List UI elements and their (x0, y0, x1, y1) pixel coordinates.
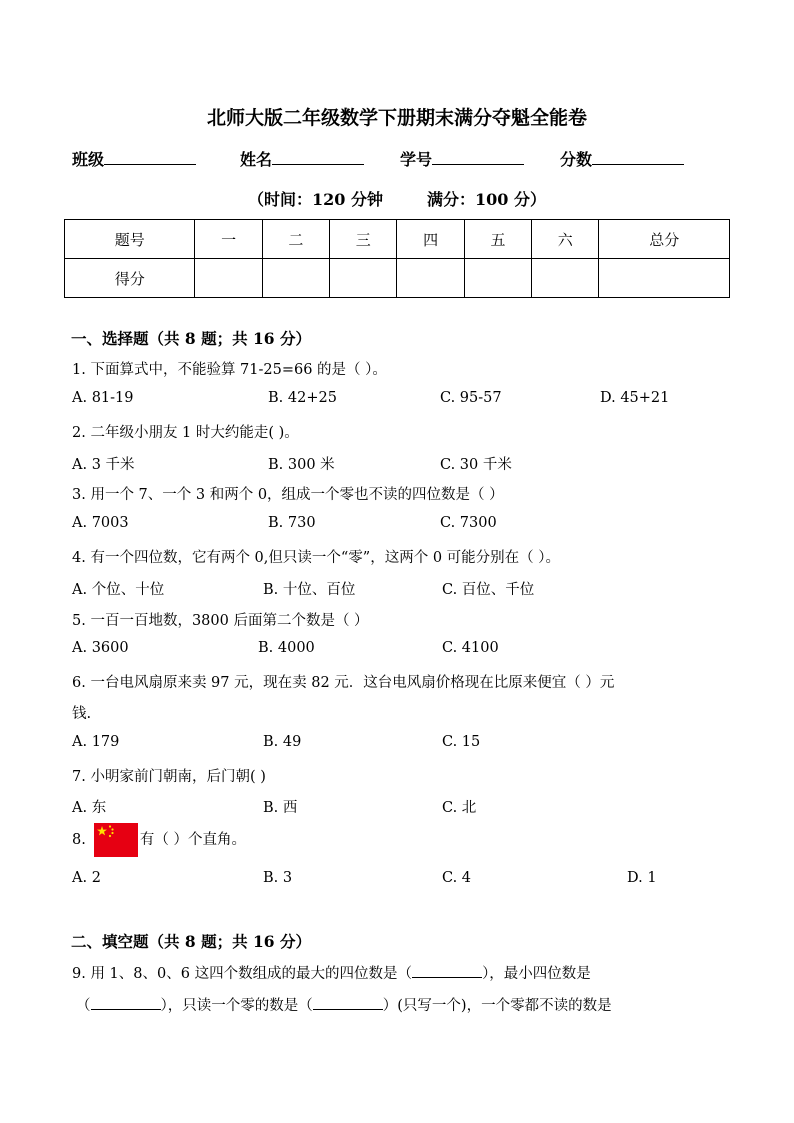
q8-option-b[interactable]: B. 3 (263, 870, 293, 886)
score-table-header-row (65, 220, 730, 259)
score-table-score-row (65, 259, 730, 298)
score-row-label: 得分 (65, 259, 195, 298)
question-1: 1. 下面算式中，不能验算 71-25=66 的是（ ）。 (72, 362, 387, 378)
question-8-text: 有（ ）个直角。 (139, 832, 246, 848)
score-cell[interactable] (195, 259, 262, 298)
q9-text: ）(只写一个)，一个零都不读的数是 (382, 998, 612, 1014)
score-cell[interactable] (464, 259, 531, 298)
full-score: 满分：100 分） (427, 190, 546, 209)
time-limit: （时间：120 分钟 (248, 190, 383, 209)
score-table (64, 219, 730, 298)
q2-option-a[interactable]: A. 3 千米 (72, 457, 135, 473)
q5-option-c[interactable]: C. 4100 (442, 640, 499, 656)
score-table-header-cell: 题号 (65, 220, 195, 259)
q3-option-a[interactable]: A. 7003 (72, 515, 129, 531)
chinese-flag-icon (94, 823, 138, 857)
q4-option-b[interactable]: B. 十位、百位 (263, 582, 356, 598)
question-9-continued (76, 994, 612, 1015)
score-table-header-cell: 总分 (599, 220, 730, 259)
question-8-number: 8. (72, 832, 86, 848)
score-cell[interactable] (262, 259, 329, 298)
student-id-blank[interactable] (432, 147, 524, 165)
q9-text: 9. 用 1、8、0、6 这四个数组成的最大的四位数是（ (72, 966, 413, 982)
q9-text: ），最小四位数是 (482, 966, 591, 982)
score-cell[interactable] (330, 259, 397, 298)
question-4: 4. 有一个四位数，它有两个 0,但只读一个“零”，这两个 0 可能分别在（ ）。 (72, 550, 561, 566)
q6-option-c[interactable]: C. 15 (442, 734, 481, 750)
score-label: 分数 (560, 150, 593, 169)
q6-option-b[interactable]: B. 49 (263, 734, 302, 750)
student-id-field[interactable] (400, 147, 524, 170)
name-blank[interactable] (272, 147, 364, 165)
score-table-header-cell: 四 (397, 220, 464, 259)
score-table-header-cell: 三 (330, 220, 397, 259)
q6-option-a[interactable]: A. 179 (72, 734, 120, 750)
q1-option-a[interactable]: A. 81-19 (72, 390, 134, 406)
section-2-heading: 二、填空题（共 8 题；共 16 分） (71, 932, 311, 951)
question-2: 2. 二年级小朋友 1 时大约能走( )。 (72, 425, 299, 441)
student-id-label: 学号 (400, 150, 433, 169)
question-5: 5. 一百一百地数，3800 后面第二个数是（ ） (72, 613, 369, 629)
question-9 (72, 962, 591, 983)
score-table-header-cell: 五 (464, 220, 531, 259)
score-blank[interactable] (592, 147, 684, 165)
q8-option-a[interactable]: A. 2 (72, 870, 101, 886)
q7-option-a[interactable]: A. 东 (72, 800, 107, 816)
exam-title: 北师大版二年级数学下册期末满分夺魁全能卷 (206, 107, 587, 129)
section-1-heading: 一、选择题（共 8 题；共 16 分） (71, 329, 311, 348)
name-label: 姓名 (240, 150, 273, 169)
q4-option-c[interactable]: C. 百位、千位 (442, 582, 535, 598)
question-6-continued: 钱. (72, 706, 92, 722)
student-info-row (72, 147, 722, 171)
score-table-header-cell: 二 (262, 220, 329, 259)
q5-option-b[interactable]: B. 4000 (258, 640, 315, 656)
q9-text: ），只读一个零的数是（ (160, 998, 313, 1014)
q3-option-b[interactable]: B. 730 (268, 515, 316, 531)
question-6: 6. 一台电风扇原来卖 97 元，现在卖 82 元．这台电风扇价格现在比原来便宜（ ）元 (72, 675, 615, 691)
q1-option-c[interactable]: C. 95-57 (440, 390, 502, 406)
q9-blank-2[interactable] (91, 995, 161, 1010)
score-table-header-cell: 六 (532, 220, 599, 259)
class-label: 班级 (72, 150, 105, 169)
question-7: 7. 小明家前门朝南，后门朝( ) (72, 769, 266, 785)
q9-text: （ (76, 998, 91, 1014)
q9-blank-1[interactable] (412, 963, 482, 978)
q9-blank-3[interactable] (313, 995, 383, 1010)
score-cell[interactable] (397, 259, 464, 298)
name-field[interactable] (240, 147, 364, 170)
q1-option-b[interactable]: B. 42+25 (268, 390, 337, 406)
q5-option-a[interactable]: A. 3600 (72, 640, 129, 656)
class-blank[interactable] (104, 147, 196, 165)
q7-option-c[interactable]: C. 北 (442, 800, 477, 816)
q8-option-d[interactable]: D. 1 (627, 870, 657, 886)
score-cell[interactable] (532, 259, 599, 298)
q3-option-c[interactable]: C. 7300 (440, 515, 497, 531)
question-8 (72, 822, 246, 858)
q8-option-c[interactable]: C. 4 (442, 870, 472, 886)
question-3: 3. 用一个 7、一个 3 和两个 0，组成一个零也不读的四位数是（ ） (72, 487, 504, 503)
score-table-header-cell: 一 (195, 220, 262, 259)
class-field[interactable] (72, 147, 196, 170)
q2-option-c[interactable]: C. 30 千米 (440, 457, 512, 473)
time-info (0, 187, 794, 210)
score-cell[interactable] (599, 259, 730, 298)
score-field[interactable] (560, 147, 684, 170)
q7-option-b[interactable]: B. 西 (263, 800, 298, 816)
q1-option-d[interactable]: D. 45+21 (600, 390, 670, 406)
q2-option-b[interactable]: B. 300 米 (268, 457, 335, 473)
q4-option-a[interactable]: A. 个位、十位 (72, 582, 165, 598)
